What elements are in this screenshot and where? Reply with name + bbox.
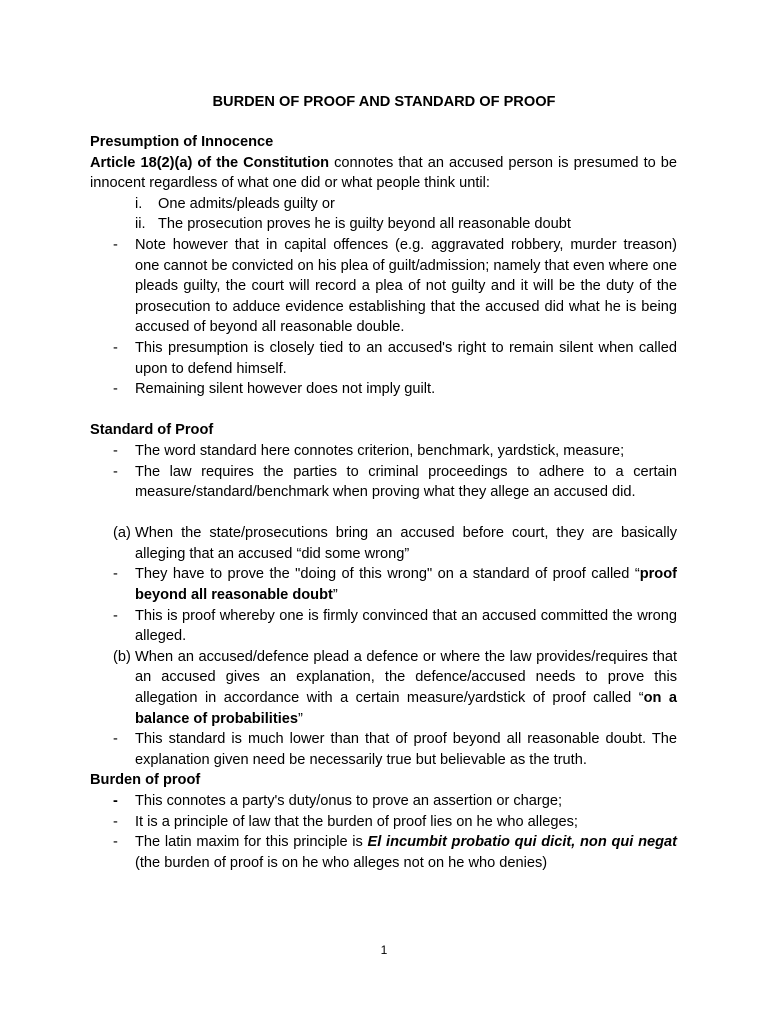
bullet-text-post: ” bbox=[332, 587, 338, 604]
roman-list-item bbox=[90, 194, 677, 215]
section-heading-burden: Burden of proof bbox=[90, 772, 201, 789]
lettered-item-text-pre: When an accused/defence plead a defence or where the law provides/requires that an accused gives an explanation, the defence/accused needs to prove this allegation in accordance with a certain measure/yardstick of proof called “ bbox=[135, 648, 677, 707]
dash-marker: - bbox=[113, 381, 118, 398]
dash-marker: - bbox=[113, 834, 118, 851]
constitution-reference: Article 18(2)(a) of the Constitution bbox=[90, 154, 330, 171]
dash-marker: - bbox=[113, 463, 118, 480]
document-body bbox=[90, 132, 677, 873]
bullet-text: Note however that in capital offences (e.g. aggravated robbery, murder treason) one cannot be convicted on his plea of guilt/admission; namely that even where one pleads guilty, the court will record a plea of not guilty and it will be the duty of the prosecution to adduce evidence establishing that the accused did what he is being accused of beyond all reasonable double. bbox=[135, 236, 677, 336]
bullet-item bbox=[90, 235, 677, 338]
letter-marker: (a) bbox=[113, 525, 131, 542]
presumption-intro bbox=[90, 153, 677, 194]
dash-marker: - bbox=[113, 566, 118, 583]
dash-marker: - bbox=[113, 813, 118, 830]
section-heading-presumption: Presumption of Innocence bbox=[90, 134, 274, 150]
roman-list-item bbox=[90, 214, 677, 235]
bullet-item bbox=[90, 338, 677, 379]
lettered-item-a bbox=[90, 523, 677, 564]
section-heading-standard: Standard of Proof bbox=[90, 422, 214, 439]
bullet-text: This standard is much lower than that of proof beyond all reasonable doubt. The explanation given need be necessarily true but believable as the truth. bbox=[135, 731, 677, 768]
presumption-intro-text: connotes that an accused person is presumed to be innocent regardless of what one did or what people think until: bbox=[90, 154, 678, 192]
dash-marker: - bbox=[113, 793, 118, 809]
bullet-text-pre: The latin maxim for this principle is bbox=[135, 834, 368, 851]
bullet-item bbox=[90, 606, 677, 647]
lettered-item-text-post: ” bbox=[298, 710, 303, 727]
bullet-item bbox=[90, 812, 677, 833]
roman-item-text: One admits/pleads guilty or bbox=[158, 195, 335, 212]
bullet-text: This connotes a party's duty/onus to prove an assertion or charge; bbox=[135, 793, 563, 809]
bullet-text: The law requires the parties to criminal proceedings to adhere to a certain measure/standard/benchmark when proving what they allege an accused did. bbox=[135, 463, 677, 501]
dash-marker: - bbox=[113, 731, 118, 748]
bullet-item bbox=[90, 729, 677, 770]
roman-numeral: i. bbox=[135, 195, 143, 212]
dash-marker: - bbox=[113, 339, 118, 356]
document-title: BURDEN OF PROOF AND STANDARD OF PROOF bbox=[212, 94, 556, 110]
emphasis-text: proof beyond all reasonable doubt bbox=[135, 566, 677, 604]
roman-numeral: ii. bbox=[135, 216, 146, 233]
emphasis-text: on a balance of probabilities bbox=[135, 690, 677, 727]
bullet-text: Remaining silent however does not imply guilt. bbox=[135, 381, 436, 398]
bullet-text-post: (the burden of proof is on he who alleges not on he who denies) bbox=[135, 854, 548, 871]
paragraph-gap bbox=[90, 400, 677, 421]
bullet-text-pre: They have to prove the "doing of this wrong" on a standard of proof called “ bbox=[135, 566, 640, 583]
letter-marker: (b) bbox=[113, 648, 131, 665]
bullet-text: This is proof whereby one is firmly convinced that an accused committed the wrong alleged. bbox=[135, 607, 677, 645]
bullet-item bbox=[90, 832, 677, 873]
dash-marker: - bbox=[113, 442, 118, 459]
page-number: 1 bbox=[380, 943, 388, 957]
latin-maxim: El incumbit probatio qui dicit, non qui negat bbox=[367, 834, 677, 851]
bullet-text: It is a principle of law that the burden of proof lies on he who alleges; bbox=[135, 813, 578, 830]
dash-marker: - bbox=[113, 236, 118, 253]
roman-item-text: The prosecution proves he is guilty beyond all reasonable doubt bbox=[158, 216, 571, 233]
bullet-item bbox=[90, 379, 677, 400]
bullet-item bbox=[90, 791, 677, 812]
dash-marker: - bbox=[113, 607, 118, 624]
bullet-item bbox=[90, 462, 677, 503]
bullet-text: This presumption is closely tied to an accused's right to remain silent when called upon to defend himself. bbox=[135, 339, 677, 377]
bullet-item bbox=[90, 441, 677, 462]
lettered-item-text: When the state/prosecutions bring an accused before court, they are basically alleging that an accused “did some wrong” bbox=[135, 525, 677, 562]
paragraph-gap bbox=[90, 503, 677, 524]
bullet-text: The word standard here connotes criterion, benchmark, yardstick, measure; bbox=[135, 442, 625, 459]
lettered-item-b bbox=[90, 647, 677, 729]
bullet-item bbox=[90, 564, 677, 605]
